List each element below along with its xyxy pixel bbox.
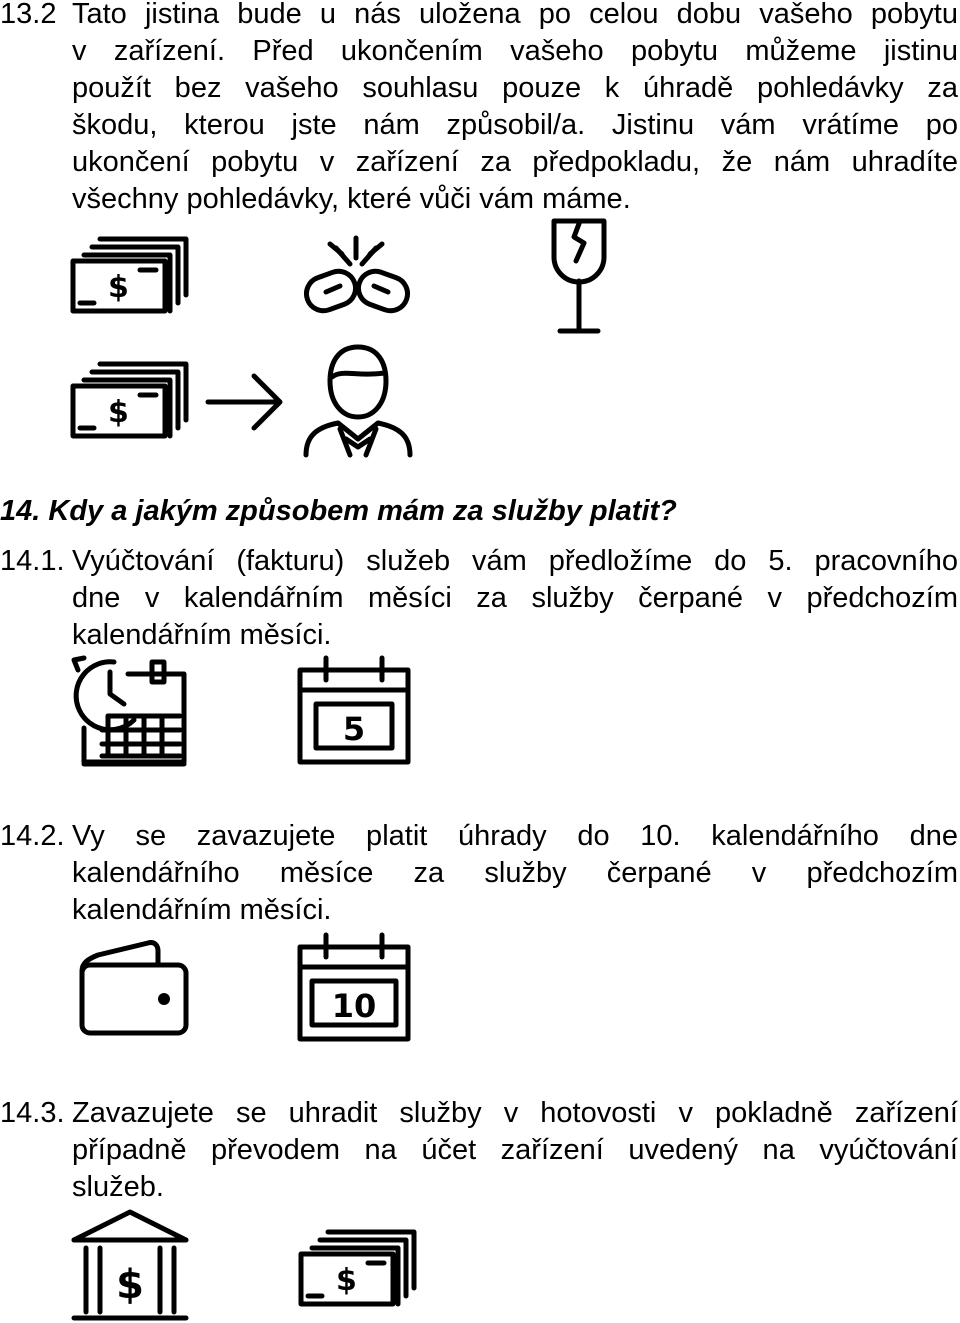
paragraph-line: všechny pohledávky, které vůči vám máme. xyxy=(72,183,631,215)
paragraph-line: dne v kalendářním měsíci za služby čerpané v předchozím xyxy=(72,582,958,614)
paragraph-13-2 xyxy=(0,0,958,218)
paragraph-line: Vy se zavazujete platit úhrady do 10. kalendářního dne xyxy=(72,820,958,852)
currency-symbol: $ xyxy=(116,1262,144,1308)
calendar-day: 10 xyxy=(331,987,377,1025)
paragraph-line: ukončení pobytu v zařízení za předpokladu, že nám uhradíte xyxy=(72,146,958,178)
paragraph-line: Zavazujete se uhradit služby v hotovosti v pokladně zařízení xyxy=(72,1097,958,1129)
money-bills-icon xyxy=(70,360,190,440)
wallet-icon xyxy=(78,937,190,1037)
calendar-icon xyxy=(296,654,412,766)
paragraph-line: případně převodem na účet zařízení uvedený na vyúčtování xyxy=(72,1134,958,1166)
paragraph-14-3 xyxy=(0,1095,958,1206)
paragraph-14-1 xyxy=(0,543,958,654)
paragraph-line: kalendářním měsíci. xyxy=(72,894,332,926)
section-number: 13.2 xyxy=(0,0,57,30)
paragraph-14-2 xyxy=(0,818,958,929)
calendar-day: 5 xyxy=(342,710,366,748)
broken-glass-icon xyxy=(548,217,610,335)
arrow-right-icon xyxy=(204,372,284,432)
money-bills-icon xyxy=(70,235,190,315)
broken-chain-icon xyxy=(300,234,414,314)
paragraph-line: služeb. xyxy=(72,1171,164,1203)
paragraph-line: kalendářního měsíce za služby čerpané v předchozím xyxy=(72,857,958,889)
section-number: 14.3. xyxy=(0,1097,65,1129)
section-number: 14.1. xyxy=(0,545,65,577)
currency-symbol: $ xyxy=(108,270,129,305)
paragraph-line: kalendářním měsíci. xyxy=(72,619,332,651)
person-icon xyxy=(302,343,414,458)
paragraph-line: škodu, kterou jste nám způsobil/a. Jistinu vám vrátíme po xyxy=(72,109,958,141)
paragraph-line: Tato jistina bude u nás uložena po celou dobu vašeho pobytu xyxy=(72,0,958,30)
calendar-icon xyxy=(296,931,412,1043)
section-number: 14.2. xyxy=(0,820,65,852)
money-bills-icon xyxy=(298,1228,418,1308)
currency-symbol: $ xyxy=(336,1263,357,1298)
section-heading: 14. Kdy a jakým způsobem mám za služby platit? xyxy=(0,495,677,527)
currency-symbol: $ xyxy=(108,395,129,430)
paragraph-line: Vyúčtování (fakturu) služeb vám předložíme do 5. pracovního xyxy=(72,545,958,577)
bank-icon xyxy=(70,1208,190,1323)
paragraph-line: v zařízení. Před ukončením vašeho pobytu můžeme jistinu xyxy=(72,35,958,67)
clock-calendar-icon xyxy=(68,652,192,768)
paragraph-line: použít bez vašeho souhlasu pouze k úhradě pohledávky za xyxy=(72,72,958,104)
